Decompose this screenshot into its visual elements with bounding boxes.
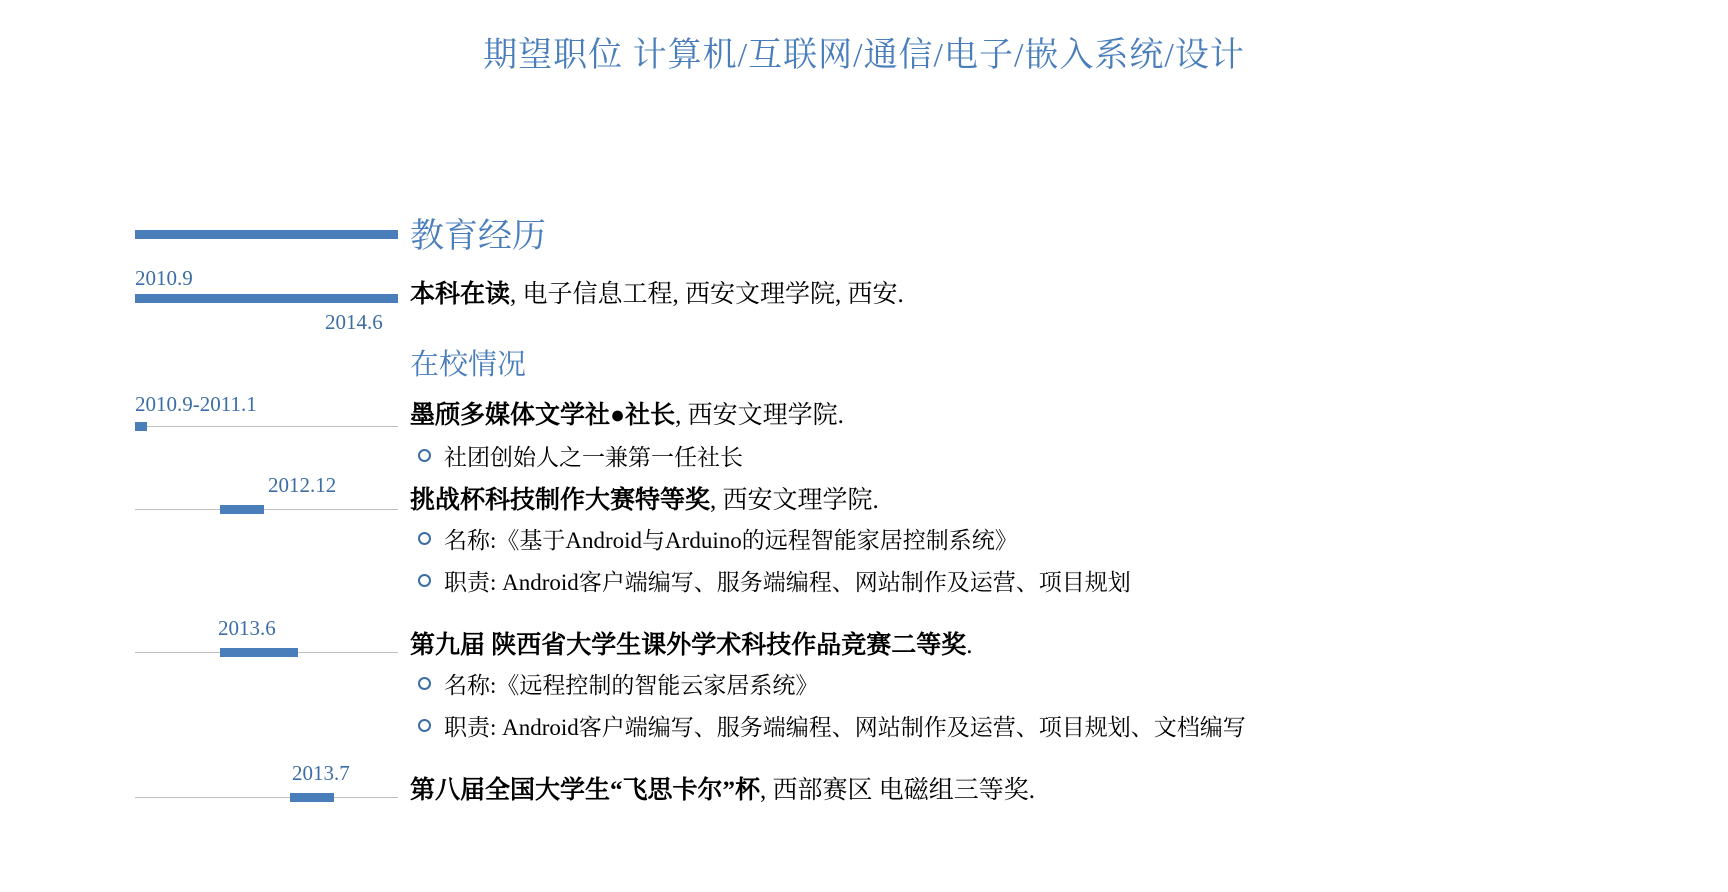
campus-item-1-title [410, 400, 1728, 431]
campus-item-4-rule [135, 797, 398, 798]
campus-item-2 [0, 473, 1728, 630]
campus-item-1-title-rest: , 西安文理学院. [675, 402, 844, 429]
campus-item-4 [0, 761, 1728, 835]
campus-item-3-title-rest: . [966, 632, 973, 659]
education-bar-bottom [135, 294, 398, 303]
education-bar-top [135, 230, 398, 239]
campus-item-3-bullet-2 [418, 713, 1728, 743]
campus-item-1-rule [135, 426, 398, 427]
campus-heading: 在校情况 [410, 349, 527, 381]
campus-item-2-title [410, 485, 1728, 516]
bullet-icon [418, 677, 431, 690]
campus-heading-text [400, 350, 1728, 382]
education-end-label: 2014.6 [325, 310, 383, 334]
campus-item-2-bar [220, 505, 264, 514]
campus-item-3-date: 2013.6 [218, 616, 276, 640]
resume-content [0, 218, 1728, 835]
page-title: 期望职位 计算机/互联网/通信/电子/嵌入系统/设计 [483, 37, 1245, 74]
campus-item-2-text [400, 485, 1728, 598]
campus-item-2-bullet-1 [418, 526, 1728, 556]
campus-item-3-text [400, 630, 1728, 743]
campus-item-1-bar [135, 422, 147, 431]
campus-item-3-bullet-1-text: 名称:《远程控制的智能云家居系统》 [444, 673, 819, 699]
campus-item-1-date: 2010.9-2011.1 [135, 392, 257, 416]
education-entry-degree: 本科在读 [410, 281, 511, 309]
campus-item-1-text [400, 400, 1728, 473]
campus-item-2-rule [135, 509, 398, 510]
campus-item-1 [0, 392, 1728, 485]
campus-item-3-bar [220, 648, 298, 657]
campus-item-3-bullet-2-text: 职责: Android客户端编写、服务端编程、网站制作及运营、项目规划、文档编写 [444, 715, 1246, 741]
education-start-label: 2010.9 [135, 266, 193, 290]
campus-item-4-text [400, 775, 1728, 806]
campus-item-2-bullet-2-text: 职责: Android客户端编写、服务端编程、网站制作及运营、项目规划 [444, 570, 1131, 596]
education-entry [410, 279, 1728, 310]
education-heading: 教育经历 [410, 217, 546, 255]
campus-item-4-title [410, 775, 1728, 806]
campus-item-2-date: 2012.12 [268, 473, 337, 497]
education-entry-detail: , 电子信息工程, 西安文理学院, 西安. [510, 281, 904, 309]
campus-item-3-title [410, 630, 1728, 661]
bullet-icon [418, 449, 431, 462]
campus-item-2-title-rest: , 西安文理学院. [710, 487, 879, 514]
campus-item-2-title-bold: 挑战杯科技制作大赛特等奖 [410, 487, 711, 514]
page-header [0, 0, 1728, 77]
campus-item-4-date: 2013.7 [292, 761, 350, 785]
campus-item-2-bullet-2 [418, 568, 1728, 598]
education-section [0, 218, 1728, 350]
bullet-icon [418, 719, 431, 732]
campus-item-4-bar [290, 793, 334, 802]
campus-item-4-title-rest: , 西部赛区 电磁组三等奖. [760, 777, 1036, 804]
education-text [400, 218, 1728, 311]
bullet-icon [418, 532, 431, 545]
campus-item-1-bullet-1 [418, 443, 1728, 473]
campus-item-3-title-bold: 第九届 陕西省大学生课外学术科技作品竞赛二等奖 [410, 632, 967, 659]
bullet-icon [418, 574, 431, 587]
campus-heading-row [0, 350, 1728, 400]
campus-item-3 [0, 616, 1728, 775]
campus-item-1-title-bold: 墨颀多媒体文学社●社长 [410, 402, 676, 429]
campus-item-1-bullet-1-text: 社团创始人之一兼第一任社长 [444, 445, 743, 471]
campus-item-3-bullet-1 [418, 671, 1728, 701]
campus-item-4-title-bold: 第八届全国大学生“飞思卡尔”杯 [410, 777, 761, 804]
campus-item-2-bullet-1-text: 名称:《基于Android与Arduino的远程智能家居控制系统》 [444, 528, 1018, 554]
